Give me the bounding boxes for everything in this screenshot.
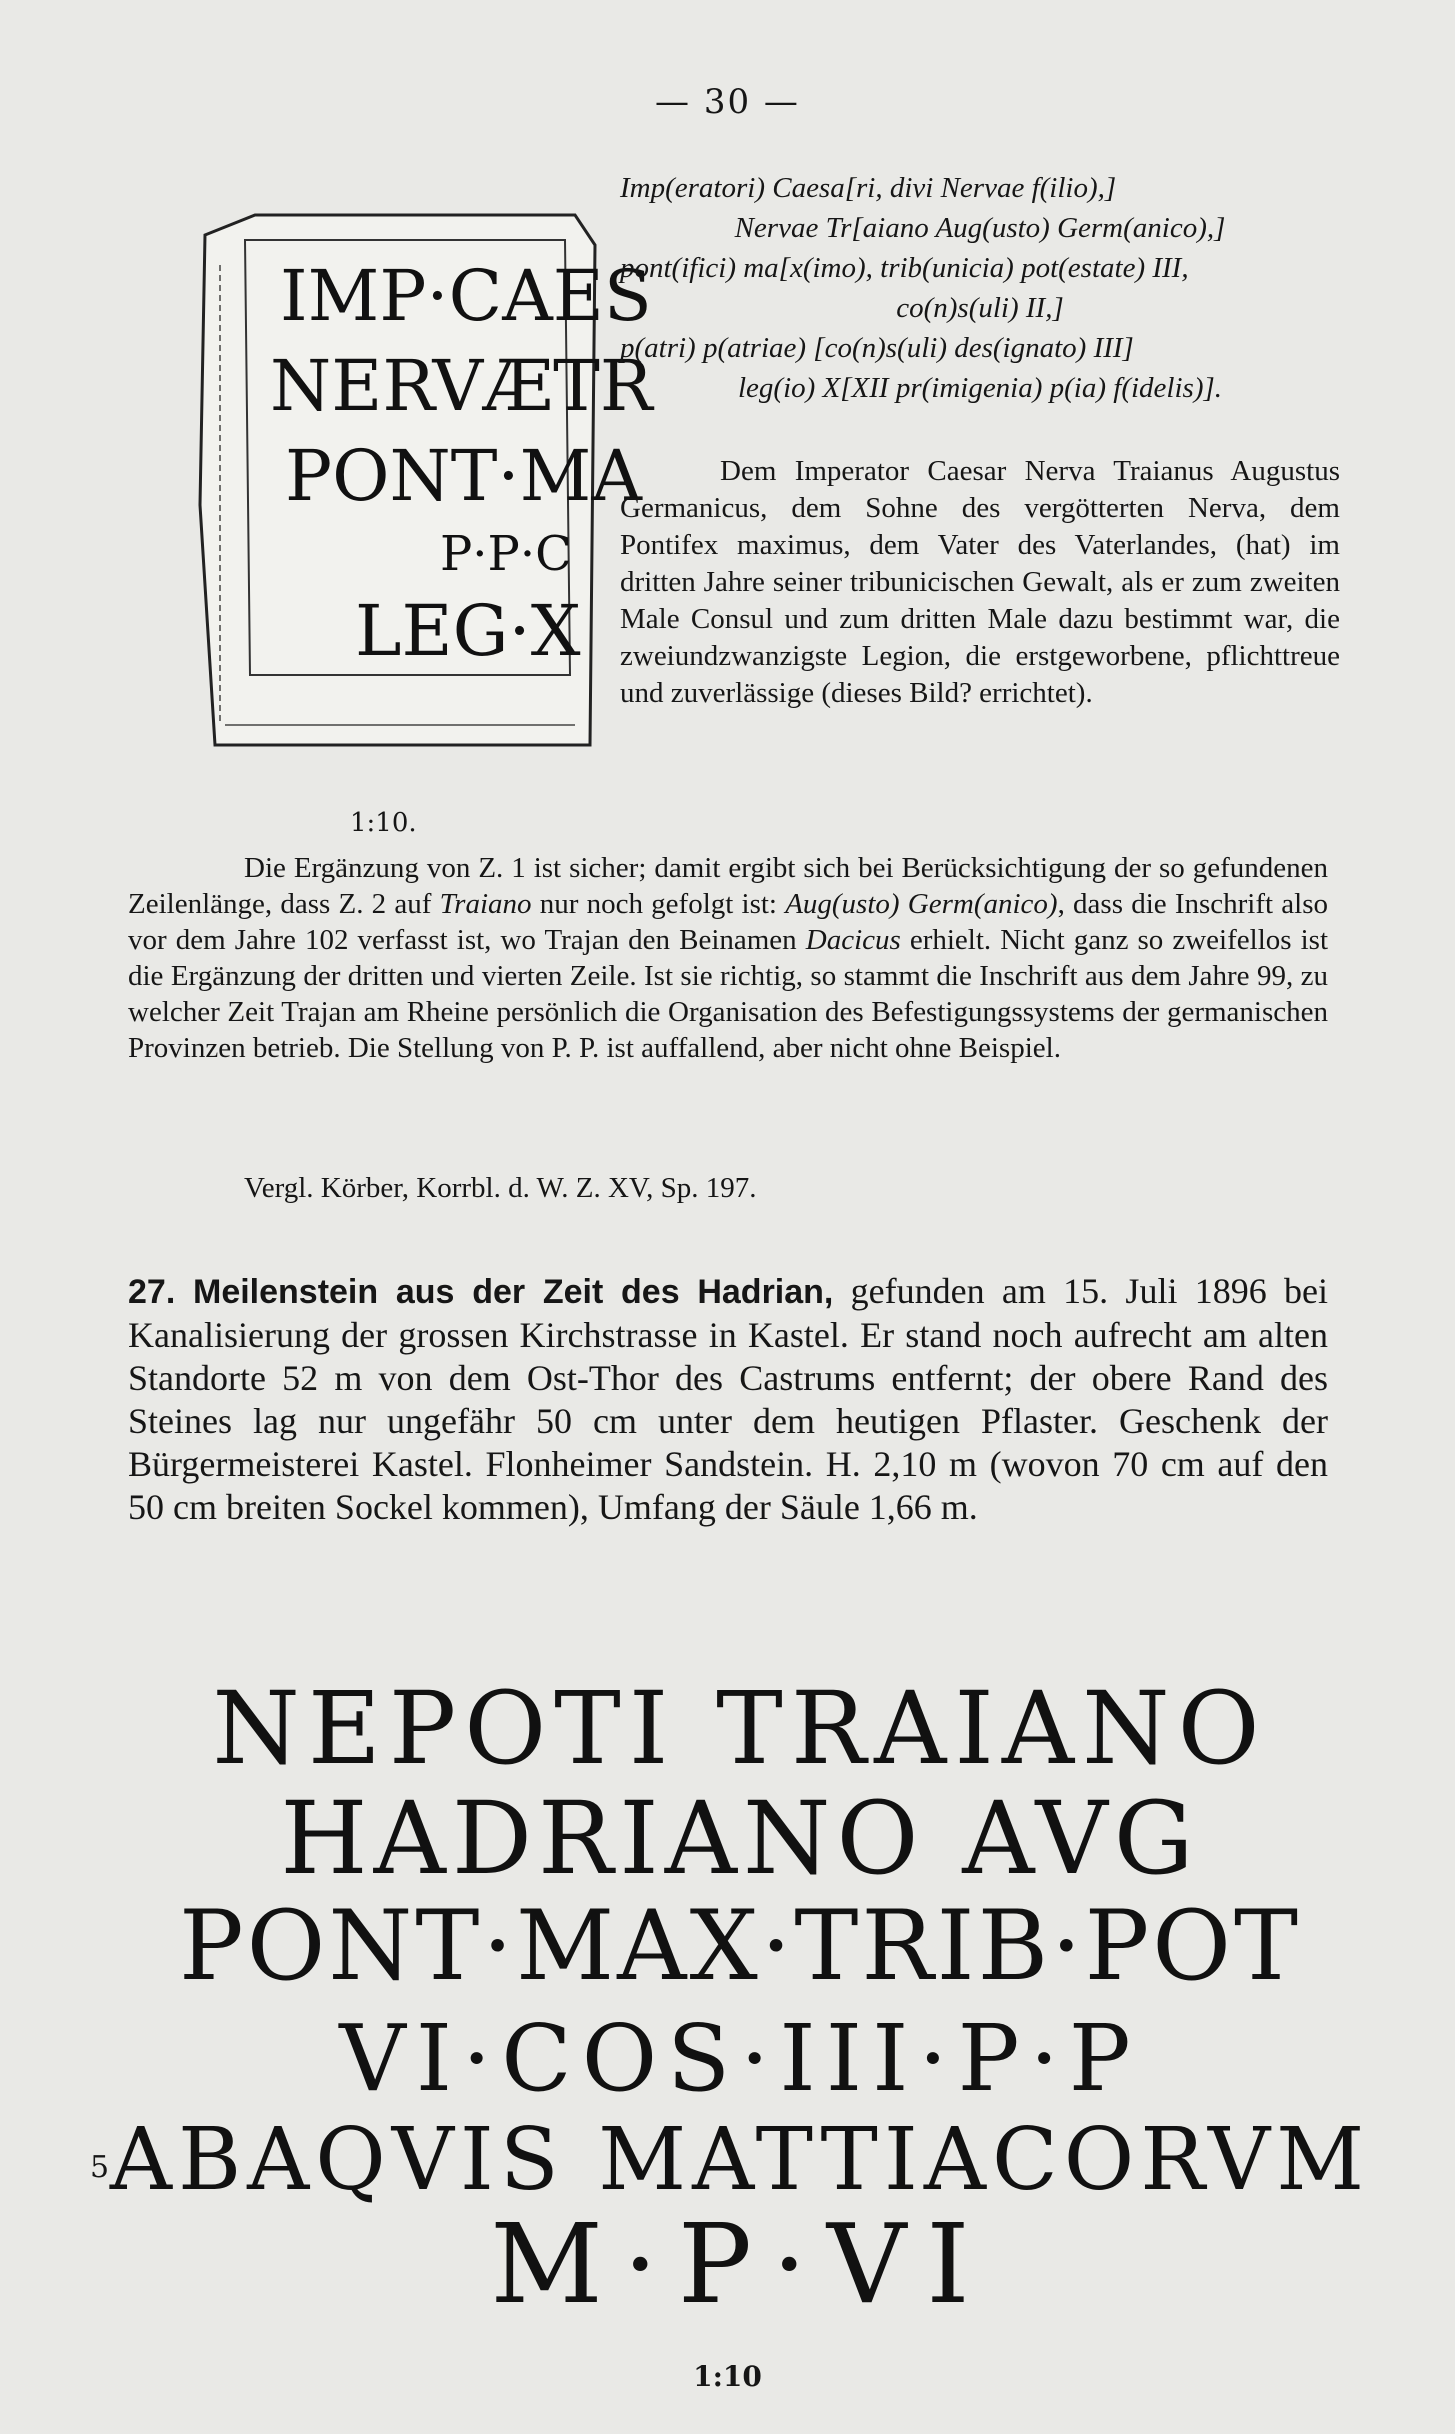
body-paragraph-ergaenzung: Die Ergänzung von Z. 1 ist sicher; damit ergibt sich bei Berücksichtigung der so gefundenen Zeilenlänge, dass Z. 2 auf Traiano nur noch gefolgt ist: Aug(usto) Germ(anico), dass die Inschrift also vor dem Jahre 102 verfasst ist, wo Trajan den Beinamen Dacicus erhielt. Nicht ganz so zweifellos ist die Ergänzung der dritten und vierten Zeile. Ist sie richtig, so stammt die Inschrift aus dem Jahre 99, zu welcher Zeit Trajan am Rheine persönlich die Organisation des Befestigungssystems der germanischen Provinzen betrieb. Die Stellung von P. P. ist auffallend, aber nicht ohne Beispiel. xyxy=(128,852,1329,1064)
section-27-paragraph: 27. Meilenstein aus der Zeit des Hadrian, gefunden am 15. Juli 1896 bei Kanalisierung der grossen Kirchstrasse in Kastel. Er stand noch aufrecht am alten Standorte 52 m von dem Ost-Thor des Castrums entfernt; der obere Rand des Steines lag nur ungefähr 50 cm unter dem heutigen Pflaster. Geschenk der Bürgermeisterei Kastel. Flonheimer Sandstein. H. 2,10 m (wovon 70 cm auf den 50 cm breiten Sockel kommen), Umfang der Säule 1,66 m. xyxy=(128,1271,1328,1527)
milestone-inscription-drawing xyxy=(80,1650,1400,2328)
restoration-line: Nervae Tr[aiano Aug(usto) Germ(anico),] xyxy=(734,212,1226,244)
milestone-line-1: NEPOTI TRAIANO xyxy=(212,1670,1268,1787)
epigraph-restoration xyxy=(620,168,1340,408)
fragment-line-2: NERVÆTR xyxy=(270,345,653,427)
figure2-scale-label: 1:10 xyxy=(693,2360,762,2393)
fragment-line-3: PONT·MA xyxy=(285,435,642,517)
fragment-line-4: P·P·C xyxy=(440,526,572,582)
translation-paragraph: Dem Imperator Caesar Nerva Traianus Augustus Germanicus, dem Sohne des vergötterten Nerva, dem Pontifex maximus, dem Vater des Vaterlandes, (hat) im dritten Jahre seiner tribunicischen Gewalt, als er zum zweiten Male Consul und zum dritten Male dazu bestimmt war, die zweiundzwanzigste Legion, die erstgeworbene, pflichttreue und zuverlässige (dieses Bild? errichtet). xyxy=(620,455,1340,709)
fragment-line-5: LEG·X xyxy=(355,590,581,672)
milestone-line-2: HADRIANO AVG xyxy=(280,1780,1200,1897)
milestone-line-5: ABAQVIS MATTIACORVM xyxy=(109,2110,1371,2210)
page-number: — 30 — xyxy=(655,82,800,122)
figure1-scale-label: 1:10. xyxy=(350,808,417,838)
restoration-line: co(n)s(uli) II,] xyxy=(896,292,1064,324)
milestone-line-3: PONT·MAX·TRIB·POT xyxy=(179,1890,1301,2002)
body-paragraph-reference: Vergl. Körber, Korrbl. d. W. Z. XV, Sp. 197. xyxy=(244,1172,757,1204)
restoration-line: Imp(eratori) Caesa[ri, divi Nervae f(ilio),] xyxy=(620,172,1117,204)
restoration-line: p(atri) p(atriae) [co(n)s(uli) des(ignato) III] xyxy=(620,332,1134,364)
milestone-line-4: VI·COS·III·P·P xyxy=(339,2005,1141,2112)
fragment-line-1: IMP·CAES xyxy=(280,255,652,337)
restoration-line: pont(ifici) ma[x(imo), trib(unicia) pot(estate) III, xyxy=(620,252,1189,284)
section-heading: 27. Meilenstein aus der Zeit des Hadrian, xyxy=(128,1273,834,1311)
restoration-line: leg(io) X[XII pr(imigenia) p(ia) f(idelis)]. xyxy=(737,372,1223,404)
inscription-fragment-drawing xyxy=(195,205,653,765)
line-number-marker: 5 xyxy=(90,2150,110,2185)
milestone-line-6: M·P·VI xyxy=(490,2200,990,2328)
